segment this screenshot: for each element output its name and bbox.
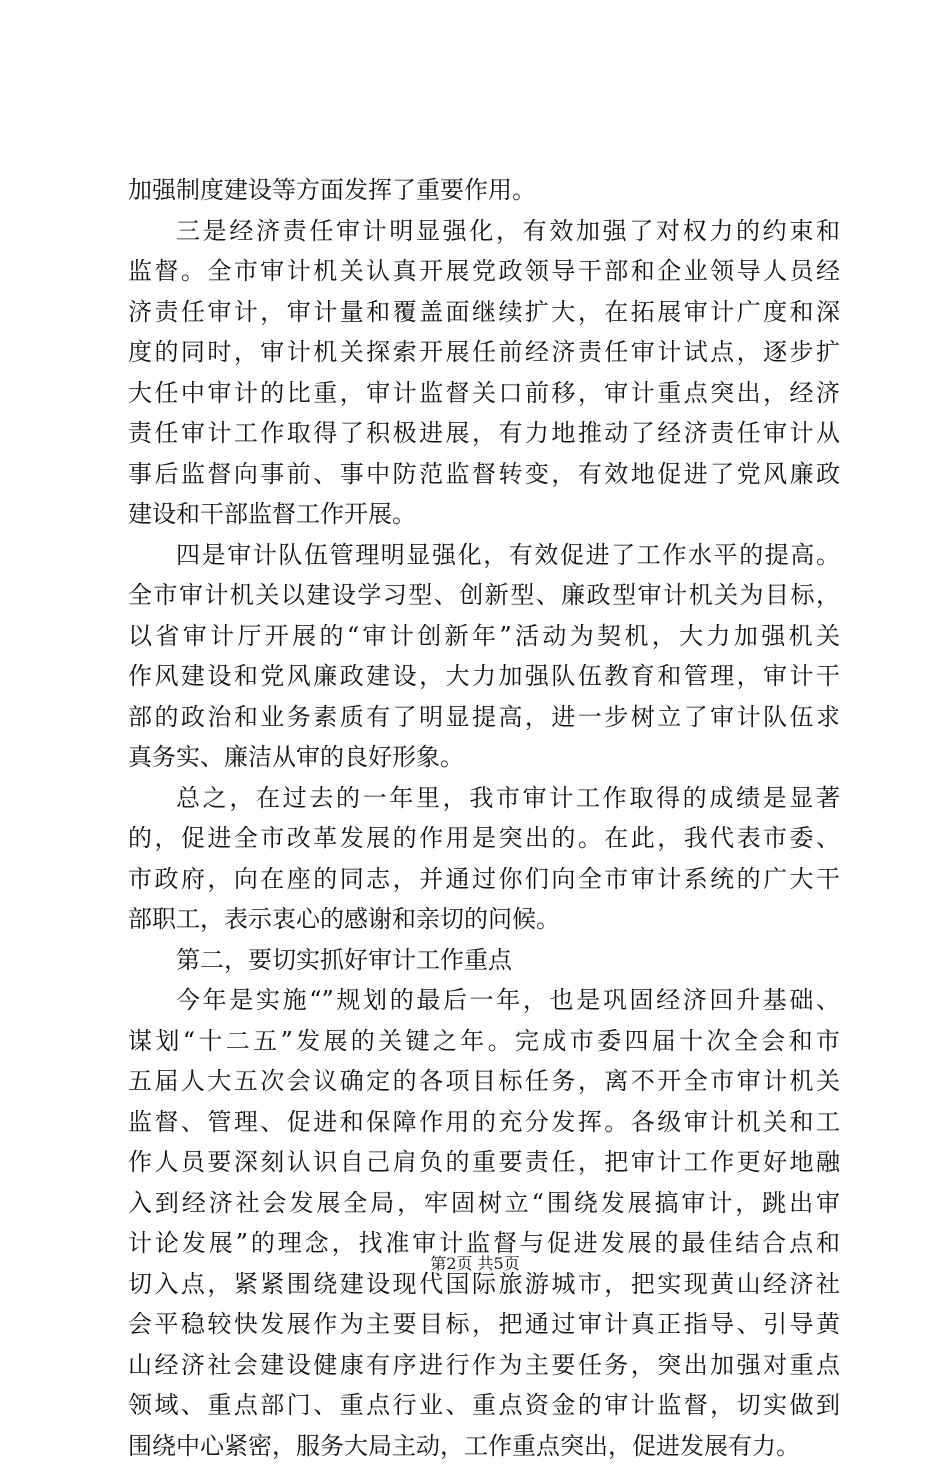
paragraph-start-line: 三是经济责任审计明显强化，有效加强了对权力的约束和 <box>128 211 840 252</box>
text-line: 部职工，表示衷心的感谢和亲切的问候。 <box>128 899 840 940</box>
text-line: 监督。全市审计机关认真开展党政领导干部和企业领导人员经 <box>128 251 840 292</box>
paragraph-start-line: 总之，在过去的一年里，我市审计工作取得的成绩是显著 <box>128 778 840 819</box>
text-line: 围绕中心紧密，服务大局主动，工作重点突出，促进发展有力。 <box>128 1426 840 1466</box>
text-line: 度的同时，审计机关探索开展任前经济责任审计试点，逐步扩 <box>128 332 840 373</box>
text-line: 责任审计工作取得了积极进展，有力地推动了经济责任审计从 <box>128 413 840 454</box>
text-line: 建设和干部监督工作开展。 <box>128 494 840 535</box>
text-line: 作风建设和党风廉政建设，大力加强队伍教育和管理，审计干 <box>128 656 840 697</box>
paragraph-start-line: 四是审计队伍管理明显强化，有效促进了工作水平的提高。 <box>128 535 840 576</box>
text-line: 谋划“十二五”发展的关键之年。完成市委四届十次全会和市 <box>128 1021 840 1062</box>
text-line: 加强制度建设等方面发挥了重要作用。 <box>128 170 840 211</box>
text-line: 事后监督向事前、事中防范监督转变，有效地促进了党风廉政 <box>128 454 840 495</box>
text-line: 真务实、廉洁从审的良好形象。 <box>128 737 840 778</box>
page-number-footer: 第2页 共5页 <box>0 1254 950 1274</box>
text-line: 领域、重点部门、重点行业、重点资金的审计监督，切实做到 <box>128 1385 840 1426</box>
text-line: 以省审计厅开展的“审计创新年”活动为契机，大力加强机关 <box>128 616 840 657</box>
text-line: 全市审计机关以建设学习型、创新型、廉政型审计机关为目标， <box>128 575 840 616</box>
text-line: 济责任审计，审计量和覆盖面继续扩大，在拓展审计广度和深 <box>128 292 840 333</box>
text-line: 市政府，向在座的同志，并通过你们向全市审计系统的广大干 <box>128 859 840 900</box>
paragraph-start-line: 今年是实施“”规划的最后一年，也是巩固经济回升基础、 <box>128 980 840 1021</box>
text-line: 切入点，紧紧围绕建设现代国际旅游城市，把实现黄山经济社 <box>128 1264 840 1305</box>
text-line: 的，促进全市改革发展的作用是突出的。在此，我代表市委、 <box>128 818 840 859</box>
text-line: 监督、管理、促进和保障作用的充分发挥。各级审计机关和工 <box>128 1102 840 1143</box>
text-line: 入到经济社会发展全局，牢固树立“围绕发展搞审计，跳出审 <box>128 1183 840 1224</box>
section-heading: 第二，要切实抓好审计工作重点 <box>128 940 840 981</box>
text-line: 部的政治和业务素质有了明显提高，进一步树立了审计队伍求 <box>128 697 840 738</box>
text-line: 计论发展”的理念，找准审计监督与促进发展的最佳结合点和 <box>128 1223 840 1264</box>
text-line: 会平稳较快发展作为主要目标，把通过审计真正指导、引导黄 <box>128 1304 840 1345</box>
text-line: 作人员要深刻认识自己肩负的重要责任，把审计工作更好地融 <box>128 1142 840 1183</box>
text-line: 山经济社会建设健康有序进行作为主要任务，突出加强对重点 <box>128 1345 840 1386</box>
text-line: 五届人大五次会议确定的各项目标任务，离不开全市审计机关 <box>128 1061 840 1102</box>
text-line: 大任中审计的比重，审计监督关口前移，审计重点突出，经济 <box>128 373 840 414</box>
